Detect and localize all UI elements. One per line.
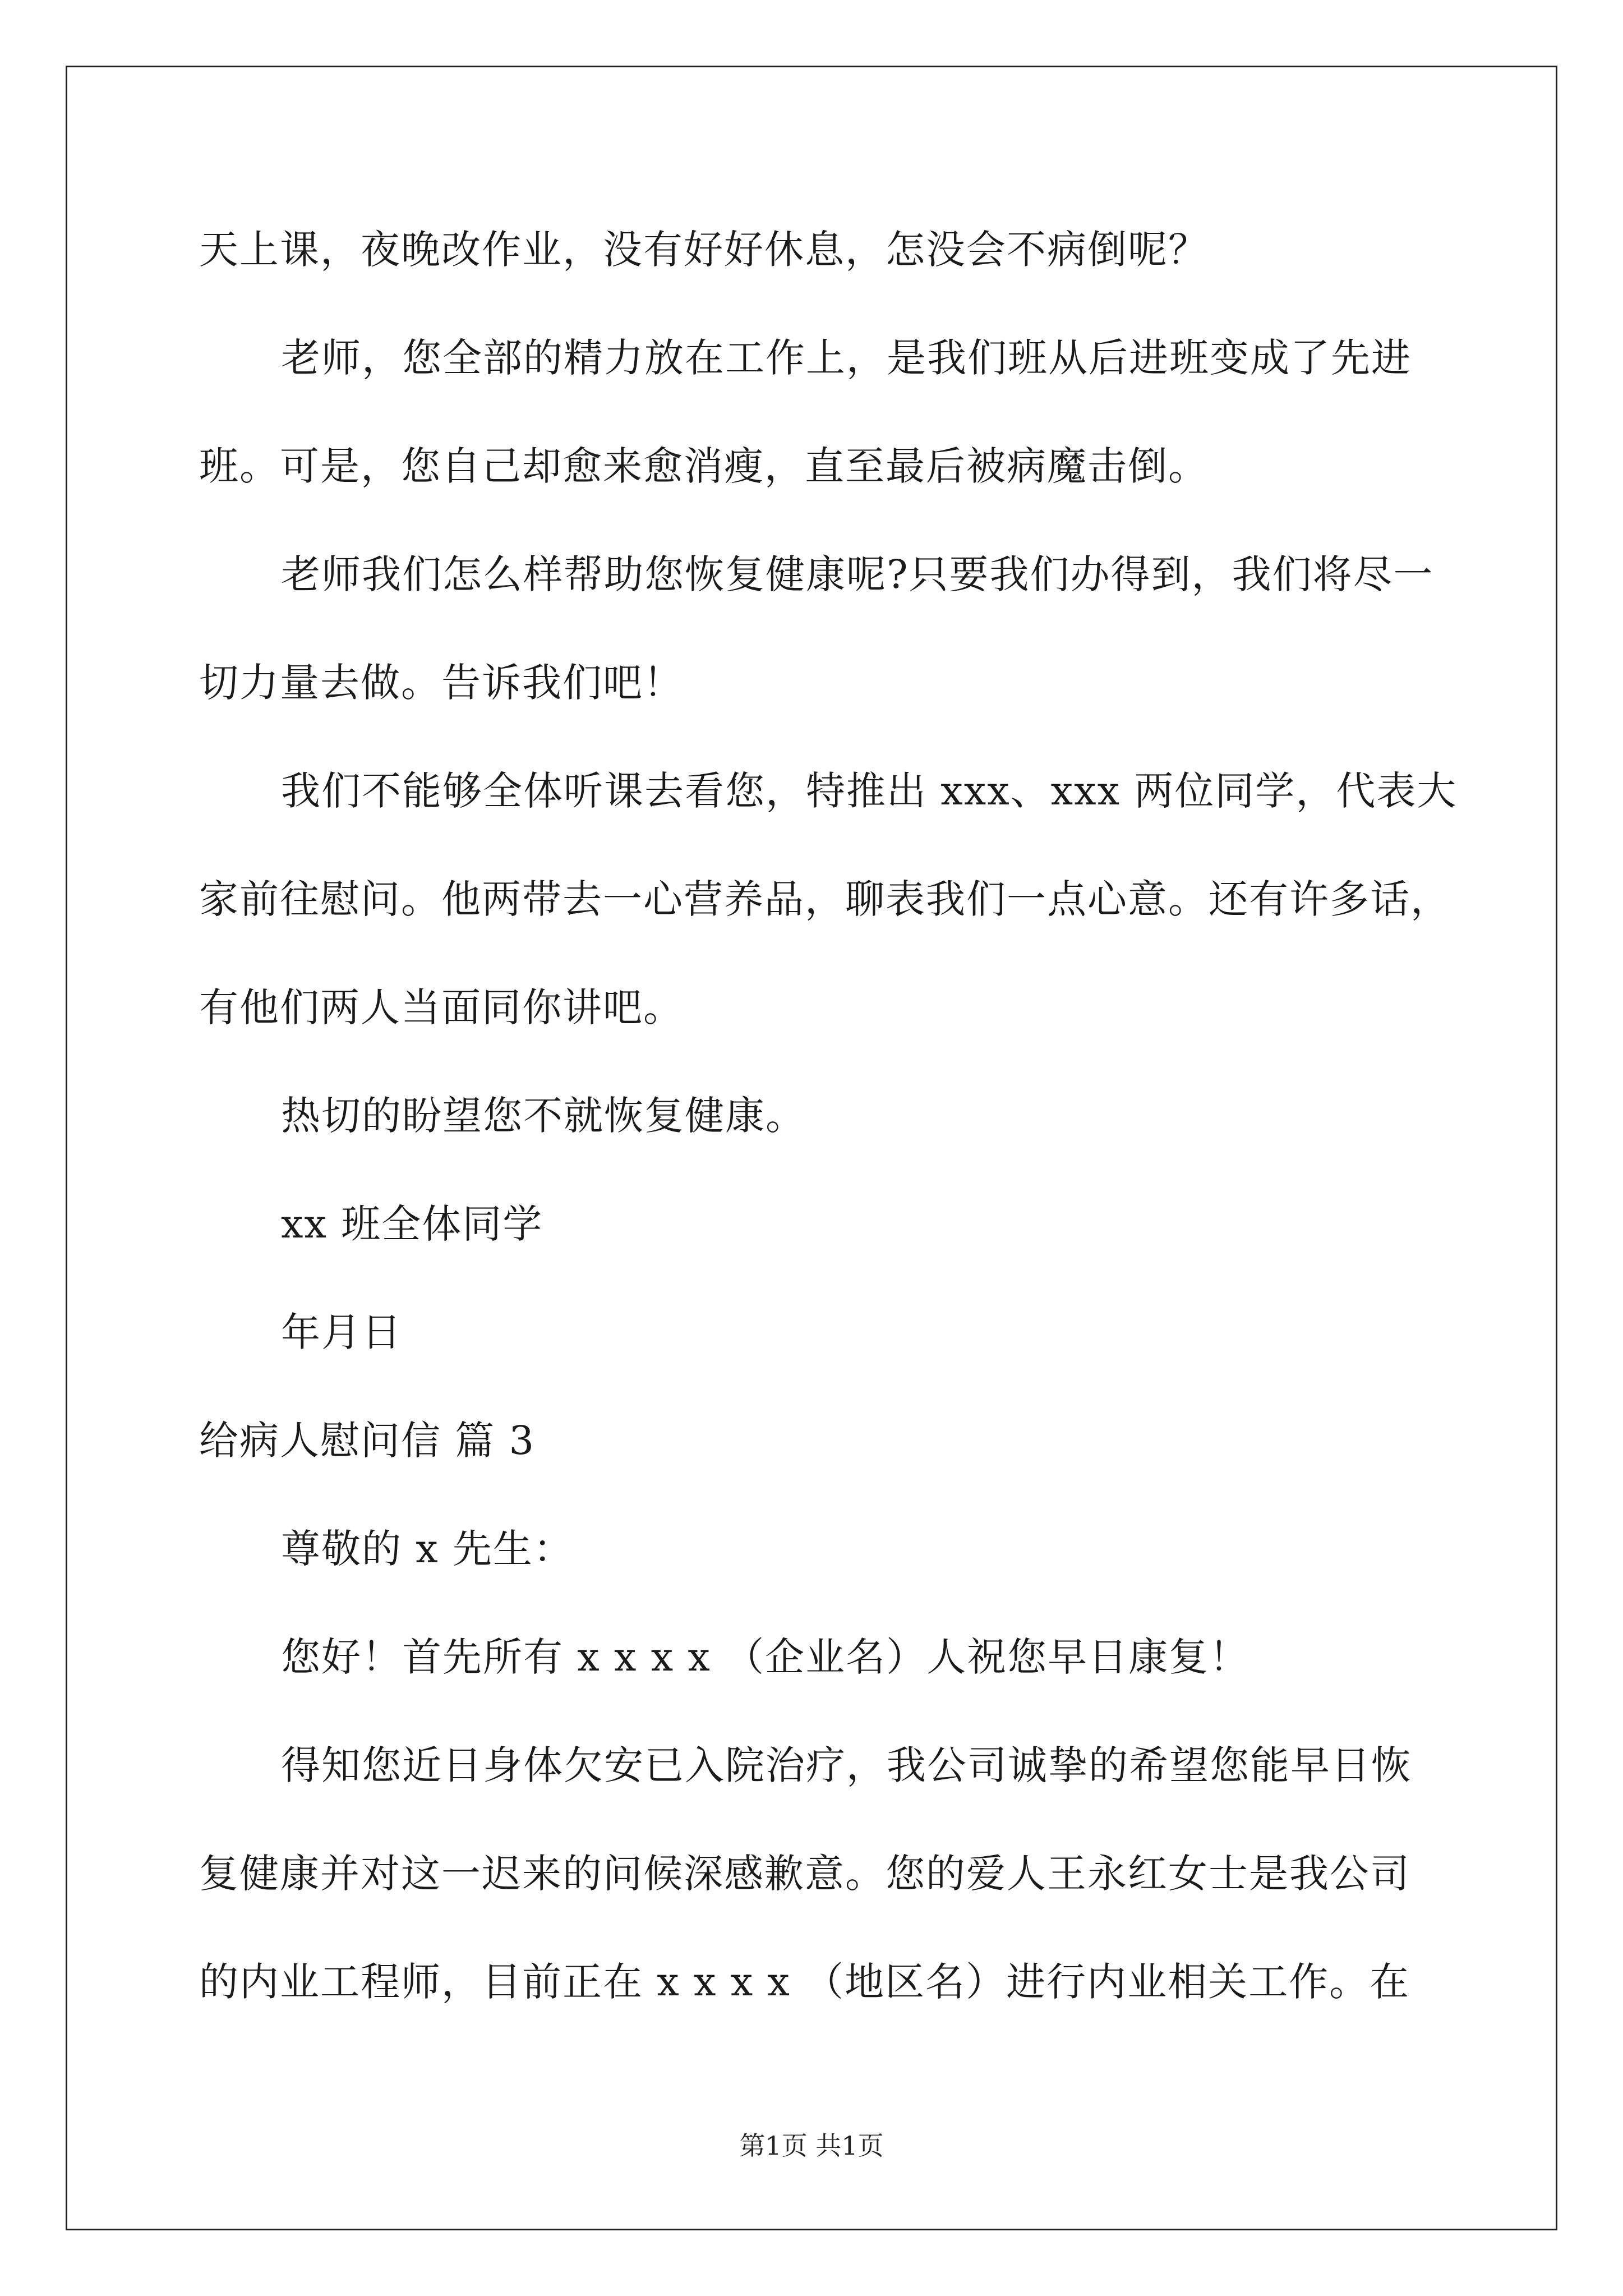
page-footer: 第1页 共1页 xyxy=(739,2131,884,2161)
text-line: 班。可是，您自己却愈来愈消瘦，直至最后被病魔击倒。 xyxy=(199,443,1209,489)
text-line: 老师我们怎么样帮助您恢复健康呢?只要我们办得到，我们将尽一 xyxy=(281,551,1434,597)
salutation-line: 尊敬的 x 先生： xyxy=(281,1526,574,1572)
page-border xyxy=(66,66,1557,2230)
section-heading: 给病人慰问信 篇 3 xyxy=(199,1418,536,1464)
date-line: 年月日 xyxy=(281,1309,402,1355)
text-line: 有他们两人当面同你讲吧。 xyxy=(199,984,684,1030)
text-line: 您好！首先所有 x x x x （企业名）人祝您早日康复！ xyxy=(281,1634,1250,1680)
text-line: 我们不能够全体听课去看您，特推出 xxx、xxx 两位同学，代表大 xyxy=(281,768,1458,814)
text-line: 热切的盼望您不就恢复健康。 xyxy=(281,1093,806,1139)
text-line: 天上课，夜晚改作业，没有好好休息，怎没会不病倒呢？ xyxy=(199,227,1209,273)
text-line: 家前往慰问。他两带去一心营养品，聊表我们一点心意。还有许多话， xyxy=(199,876,1451,922)
text-line: 复健康并对这一迟来的问候深感歉意。您的爱人王永红女士是我公司 xyxy=(199,1851,1410,1897)
text-line: 的内业工程师，目前正在 x x x x （地区名）进行内业相关工作。在 xyxy=(199,1959,1410,2005)
text-line: 得知您近日身体欠安已入院治疗，我公司诚挚的希望您能早日恢 xyxy=(281,1742,1412,1788)
text-line: 老师，您全部的精力放在工作上，是我们班从后进班变成了先进 xyxy=(281,335,1412,381)
signature-line: xx 班全体同学 xyxy=(281,1201,543,1247)
text-line: 切力量去做。告诉我们吧！ xyxy=(199,660,684,706)
